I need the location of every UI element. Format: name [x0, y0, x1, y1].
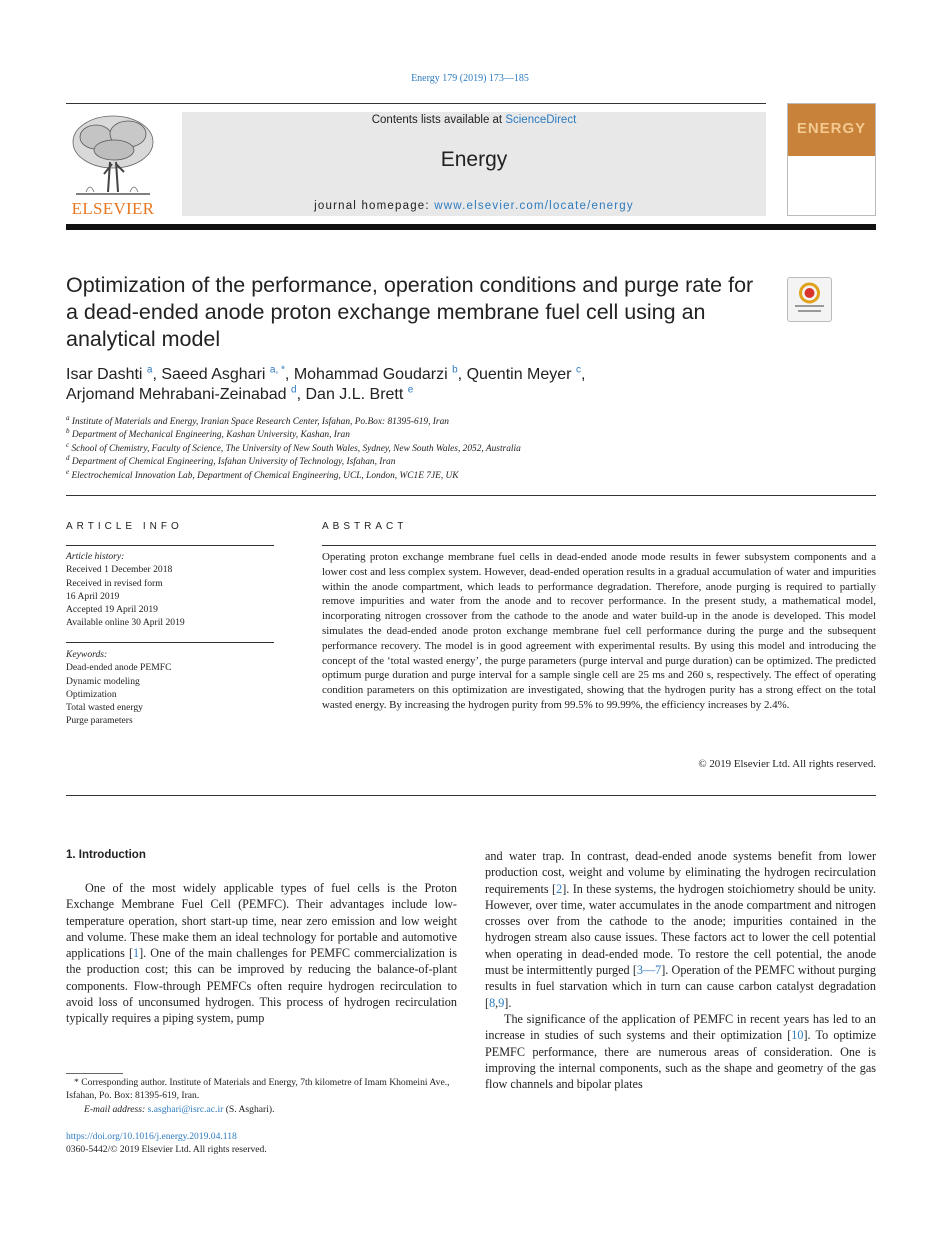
keyword: Dynamic modeling [66, 675, 140, 687]
keyword: Purge parameters [66, 715, 133, 727]
author[interactable]: Quentin Meyer $^c$, [466, 364, 586, 383]
email-line: E-mail address: s.asghari@isrc.ac.ir (S. Asghari). [84, 1103, 275, 1115]
email-link[interactable]: s.asghari@isrc.ac.ir [147, 1103, 224, 1115]
journal-citation[interactable]: Energy 179 (2019) 173—185 [411, 73, 529, 84]
corresponding-author-footnote [66, 1076, 457, 1116]
check-for-updates-badge[interactable] [787, 277, 832, 322]
abstract-text: Operating proton exchange membrane fuel cells in dead-ended anode mode results in fewer subsystem components and a lower cost and less complex system. However, dead-ended operation results in a gradual accumulation of water and impurities within the anode compartment, which leads to performance degradation. Therefore, anode purging is required to partially remove impurities and water from the anode and to recover performance. In the present study, a mathematical model, incorporating nitrogen crossover from the cathode to the anode and water build-up in the anode is developed. This model simulates the dead-ended anode proton exchange membrane fuel cell performance during the purge and the subsequent performance recovery. The model is in good agreement with experimental results. By using this model and introducing the concept of the ‘total wasted energy’, the purge parameters (purge interval and purge duration) can be optimized. The predicted optimum purge duration and purge interval for a sample single cell are 25 ms and 260 s, respectively. The effect of operating condition parameters on this optimization are investigated, showing that the hydrogen purity has a strong effect on the total wasted energy. By increasing the hydrogen purity from 99.5% to 99.99%, the efficiency increases by 2.4%. [322, 551, 876, 711]
header-top-rule [66, 103, 766, 104]
intro-column-1: One of the most widely applicable types of fuel cells is the Proton Exchange Membrane Fuel Cell (PEMFC). Their advantages include low-temperature operation, short start-up time, near zero emission and low weight and volume. These make them an ideal technology for portable and automotive applications [1]. One of the main challenges for PEMFC commercialization is the production cost; this can be improved by reducing the balance-of-plant components. Flow-through PEMFCs often require hydrogen recirculation to avoid loss of unconsumed hydrogen. This process of hydrogen recirculation typically requires a piping system, pump [66, 881, 458, 1026]
cover-title: ENERGY [796, 120, 867, 137]
author[interactable]: Saeed Asghari $^{a, *}$, [161, 364, 294, 383]
elsevier-wordmark: ELSEVIER [71, 199, 155, 218]
section-rule [66, 795, 876, 796]
issn-line: 0360-5442/© 2019 Elsevier Ltd. All rights reserved. [66, 1144, 267, 1155]
history-item: Received in revised form [66, 577, 163, 589]
keyword: Total wasted energy [66, 702, 143, 714]
abstract-copyright: © 2019 Elsevier Ltd. All rights reserved. [698, 758, 876, 770]
affiliations [66, 413, 806, 483]
citation-link[interactable]: 3—7 [636, 963, 662, 978]
keywords [66, 648, 274, 728]
journal-cover-thumbnail[interactable] [787, 103, 876, 216]
article-info-rule [66, 545, 274, 546]
intro-column-2 [485, 848, 876, 1092]
affiliation: $^a$ Institute of Materials and Energy, Iranian Space Research Center, Isfahan, Po.Box: 81395-619, Iran [66, 413, 449, 427]
affiliation: $^b$ Department of Mechanical Engineering, Kashan University, Kashan, Iran [66, 427, 350, 441]
history-item: 16 April 2019 [66, 590, 120, 602]
abstract-heading: ABSTRACT [322, 521, 408, 532]
affiliation: $^d$ Department of Chemical Engineering, Isfahan University of Technology, Isfahan, Iran [66, 454, 396, 468]
paragraph: and water trap. In contrast, dead-ended anode systems benefit from lower production cost, weight and volume by eliminating the hydrogen recirculation requirements [2]. In these systems, the hydrogen stoichiometry should be unity. However, over time, water accumulates in the anode compartment and nitrogen crosses over from the cathode to the anode; impurities contained in the hydrogen stream also cause issues. These factors act to lower the cell potential when operating in dead-ended mode. To restore the cell potential, the anode must be intermittently purged [3—7]. Operation of the PEMFC without purging results in fuel starvation which in turn can cause carbon catalyst degradation [8,9]. [485, 849, 876, 1010]
journal-name: Energy [440, 148, 508, 171]
check-updates-icon [788, 278, 831, 321]
history-item: Received 1 December 2018 [66, 564, 173, 576]
introduction-heading: 1. Introduction [66, 849, 146, 861]
article-history [66, 550, 274, 630]
doi-link[interactable]: https://doi.org/10.1016/j.energy.2019.04.118 [66, 1131, 237, 1142]
homepage-prefix: journal homepage: [314, 200, 435, 212]
citation-link[interactable]: 9 [498, 995, 505, 1010]
keywords-rule [66, 642, 274, 643]
article-info-heading: ARTICLE INFO [66, 521, 183, 532]
keyword: Optimization [66, 688, 117, 700]
citation-link[interactable]: 8 [489, 995, 496, 1010]
author[interactable]: Isar Dashti $^a$, [66, 364, 162, 383]
affiliation: $^c$ School of Chemistry, Faculty of Science, The University of New South Wales, Sydney, New South Wales, 2052, Australia [66, 440, 521, 454]
author[interactable]: Mohammad Goudarzi $^b$, [293, 364, 467, 383]
history-item: Accepted 19 April 2019 [66, 604, 158, 616]
footnote-rule [66, 1073, 123, 1074]
affiliation: $^e$ Electrochemical Innovation Lab, Department of Chemical Engineering, UCL, London, WC1E 7JE, UK [66, 467, 459, 481]
citation-link[interactable]: 10 [791, 1028, 804, 1043]
journal-homepage-line [182, 200, 766, 212]
history-item: Available online 30 April 2019 [66, 617, 185, 629]
contents-available-line [182, 114, 766, 126]
homepage-link[interactable]: www.elsevier.com/locate/energy [434, 200, 634, 212]
abstract-rule [322, 545, 876, 546]
keyword: Dead-ended anode PEMFC [66, 662, 172, 674]
paragraph: The significance of the application of PEMFC in recent years has led to an increase in studies of such systems and their optimization [10]. To optimize PEMFC performance, there are numerous areas of consideration. One is improving the internal components, such as the shape and geometry of the gas flow channels and bipolar plates [485, 1011, 877, 1092]
history-label: Article history: [66, 551, 125, 562]
sciencedirect-link[interactable]: ScienceDirect [505, 114, 577, 126]
author[interactable]: Arjomand Mehrabani-Zeinabad $^d$, [66, 384, 306, 403]
tree-icon [66, 112, 160, 198]
author-list [66, 365, 806, 405]
keywords-label: Keywords: [66, 649, 108, 660]
section-rule [66, 495, 876, 496]
contents-prefix: Contents lists available at [371, 114, 506, 126]
footnote-text: * Corresponding author. Institute of Materials and Energy, 7th kilometre of Imam Khomeini Ave., Isfahan, Po. Box: 81395-619, Iran. [66, 1077, 450, 1102]
citation-link[interactable]: 1 [133, 946, 140, 961]
header-thick-rule [66, 224, 876, 230]
article-title: Optimization of the performance, operation conditions and purge rate for a dead-ended anode proton exchange membrane fuel cell using an analytical model [66, 273, 754, 351]
author[interactable]: Dan J.L. Brett $^e$ [305, 384, 414, 403]
citation-link[interactable]: 2 [556, 881, 563, 896]
